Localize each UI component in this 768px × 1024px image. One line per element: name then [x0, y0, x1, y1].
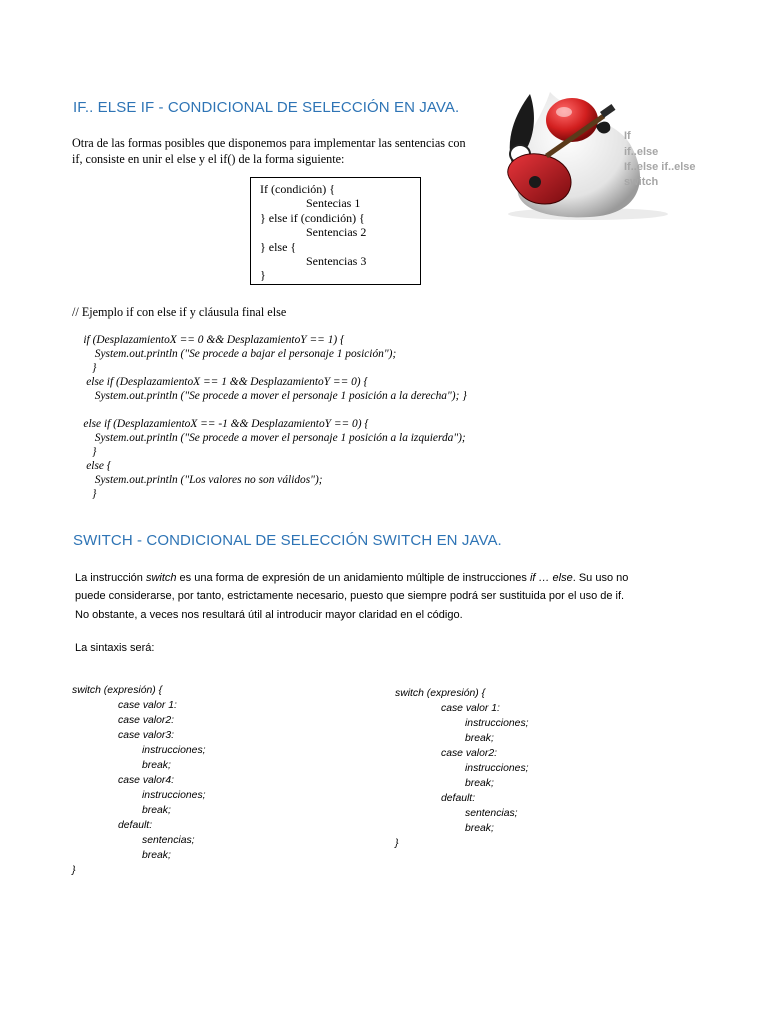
code-line: System.out.println ("Se procede a bajar el personaje 1 posición");: [72, 348, 397, 360]
switch-syntax-right: [395, 686, 529, 851]
switch-line: case valor3:: [118, 730, 175, 741]
intro-line: if, consiste en unir el else y el if() de la forma siguiente:: [72, 152, 345, 166]
code-line: }: [72, 446, 97, 458]
switch-line: case valor2:: [118, 715, 175, 726]
syntax-line: Sentencias 3: [306, 254, 367, 269]
switch-line: instrucciones;: [465, 763, 529, 774]
if-else-example-code: [72, 333, 467, 501]
syntax-line: }: [260, 268, 266, 283]
syntax-label: La sintaxis será:: [75, 642, 155, 654]
para-line: puede considerarse, por tanto, estrictamente necesario, puesto que siempre podrá ser sustituida por el uso de if.: [75, 590, 625, 603]
code-line: System.out.println ("Se procede a mover el personaje 1 posición a la derecha"); }: [72, 390, 467, 402]
syntax-line: } else if (condición) {: [260, 210, 365, 225]
switch-line: break;: [465, 778, 494, 789]
duke-label: If: [624, 130, 631, 142]
switch-line: switch (expresión) {: [72, 685, 163, 696]
intro-line: Otra de las formas posibles que disponemos para implementar las sentencias con: [72, 136, 466, 150]
code-line: else {: [72, 460, 112, 472]
syntax-line: If (condición) {: [260, 182, 336, 196]
if-syntax-box: [250, 177, 421, 285]
syntax-line: Sentencias 2: [306, 225, 367, 240]
code-line: if (DesplazamientoX == 0 && DesplazamientoY == 1) {: [72, 334, 345, 346]
code-line: System.out.println ("Se procede a mover el personaje 1 posición a la izquierda");: [72, 432, 466, 444]
code-line: }: [72, 362, 97, 374]
switch-line: sentencias;: [465, 808, 518, 819]
switch-line: instrucciones;: [142, 790, 206, 801]
switch-line: }: [395, 838, 399, 849]
intro-paragraph: [72, 135, 497, 167]
switch-line: }: [72, 865, 76, 876]
switch-line: case valor4:: [118, 775, 175, 786]
switch-line: sentencias;: [142, 835, 195, 846]
switch-line: default:: [441, 793, 476, 804]
switch-paragraph: [75, 569, 681, 624]
code-line: [72, 403, 467, 417]
section-title-switch: SWITCH - CONDICIONAL DE SELECCIÓN SWITCH EN JAVA.: [73, 532, 502, 549]
switch-line: break;: [465, 823, 494, 834]
switch-syntax-left: [72, 683, 206, 878]
switch-line: case valor 1:: [118, 700, 177, 711]
syntax-line: } else {: [260, 239, 297, 254]
java-duke-guitar-image: [500, 84, 718, 224]
syntax-line: Sentecias 1: [306, 196, 361, 211]
switch-line: case valor2:: [441, 748, 498, 759]
code-line: }: [72, 488, 97, 500]
switch-line: instrucciones;: [465, 718, 529, 729]
switch-line: switch (expresión) {: [395, 688, 486, 699]
switch-line: instrucciones;: [142, 745, 206, 756]
para-line: La instrucción switch es una forma de expresión de un anidamiento múltiple de instrucciones if … else. Su uso no: [75, 572, 629, 584]
switch-line: break;: [142, 760, 171, 771]
code-line: else if (DesplazamientoX == -1 && DesplazamientoY == 0) {: [72, 418, 369, 430]
switch-line: break;: [142, 850, 171, 861]
example-comment: // Ejemplo if con else if y cláusula final else: [72, 305, 287, 319]
duke-label: if..else: [624, 146, 659, 158]
switch-line: default:: [118, 820, 153, 831]
code-line: else if (DesplazamientoX == 1 && DesplazamientoY == 0) {: [72, 376, 368, 388]
section-title-if-else: IF.. ELSE IF - CONDICIONAL DE SELECCIÓN EN JAVA.: [73, 99, 460, 116]
duke-label: switch: [624, 176, 659, 188]
switch-line: break;: [142, 805, 171, 816]
switch-line: case valor 1:: [441, 703, 500, 714]
code-line: System.out.println ("Los valores no son válidos");: [72, 474, 323, 486]
para-line: No obstante, a veces nos resultará útil al introducir mayor claridad en el código.: [75, 608, 463, 621]
duke-label: If..else if..else: [624, 161, 696, 173]
switch-line: break;: [465, 733, 494, 744]
